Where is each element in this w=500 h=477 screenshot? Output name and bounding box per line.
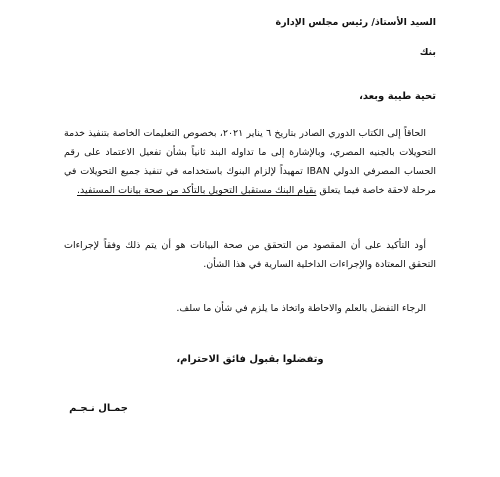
recipient-title: السيد الأستاذ/ رئيس مجلس الإدارة: [275, 17, 436, 28]
paragraph-2: أود التأكيد على أن المقصود من التحقق من صحة البيانات هو أن يتم ذلك وفقاً لإجراءات التحقق المعتادة والإجراءات الداخلية السارية في هذا الشأن.: [64, 240, 436, 270]
signature: جمـال نـجـم: [69, 403, 128, 414]
closing-line: وتفضلوا بقبول فائق الاحترام،: [176, 354, 324, 365]
paragraph-1-text: الحاقاً إلى الكتاب الدوري الصادر بتاريخ ٦ يناير ٢٠٢١، بخصوص التعليمات الخاصة بتنفيذ خدمة التحويلات بالجنيه المصري، وبالإشارة إلى ما تداوله البند ثانياً بشأن تفعيل الاعتماد على رقم الحساب المصرفي الدولي IBAN تمهيداً لإلزام البنوك باستخدامه في تنفيذ جميع التحويلات في مرحلة لاحقة خاصة فيما يتعلق: [64, 128, 436, 196]
greeting: تحية طيبة وبعد،: [359, 91, 436, 102]
paragraph-1: [64, 124, 436, 200]
recipient-org: بنك: [419, 47, 436, 58]
paragraph-1-underlined-text: بقيام البنك مستقبل التحويل بالتأكد من صحة بيانات المستفيد.: [77, 185, 317, 196]
paragraph-3: الرجاء التفضل بالعلم والاحاطة واتخاذ ما يلزم في شأن ما سلف.: [176, 303, 426, 314]
